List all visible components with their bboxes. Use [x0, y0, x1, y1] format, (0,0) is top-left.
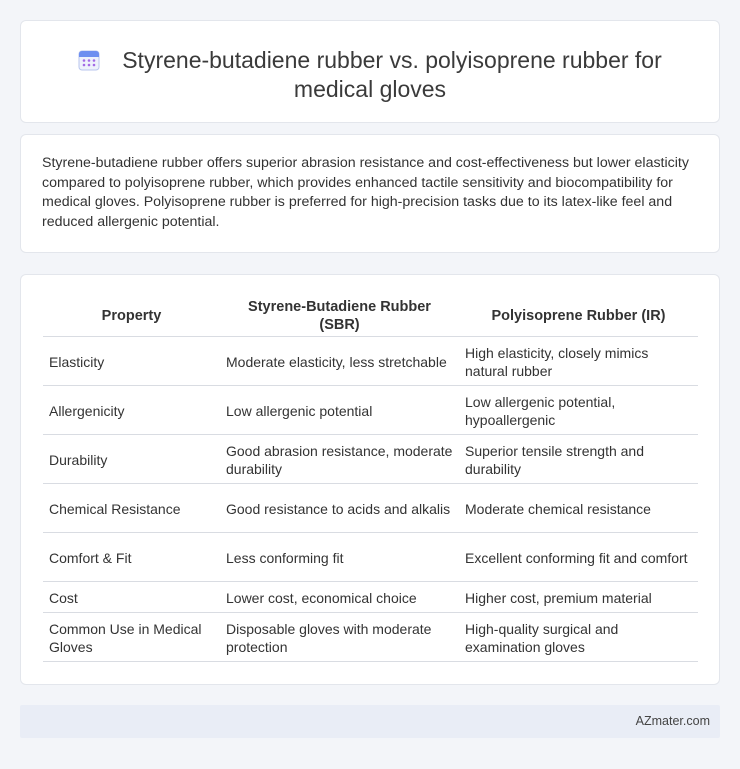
header-ir: Polyisoprene Rubber (IR) — [459, 293, 698, 337]
table-row — [43, 386, 698, 435]
comparison-table — [43, 293, 698, 662]
cell-ir: Excellent conforming fit and comfort — [459, 533, 698, 582]
page-title: Styrene-butadiene rubber vs. polyisoprene rubber for medical gloves — [122, 47, 662, 102]
cell-ir: High-quality surgical and examination gloves — [459, 613, 698, 662]
cell-ir: Higher cost, premium material — [459, 582, 698, 613]
cell-property: Elasticity — [43, 337, 220, 386]
cell-ir: Low allergenic potential, hypoallergenic — [459, 386, 698, 435]
calendar-icon — [78, 49, 100, 71]
cell-sbr: Less conforming fit — [220, 533, 459, 582]
table-row — [43, 435, 698, 484]
table-row — [43, 533, 698, 582]
cell-sbr: Low allergenic potential — [220, 386, 459, 435]
cell-property: Durability — [43, 435, 220, 484]
cell-property: Chemical Resistance — [43, 484, 220, 533]
table-row — [43, 484, 698, 533]
comparison-card — [20, 274, 720, 685]
table-row — [43, 613, 698, 662]
cell-property: Common Use in Medical Gloves — [43, 613, 220, 662]
header-sbr: Styrene-Butadiene Rubber (SBR) — [220, 293, 459, 337]
cell-sbr: Good abrasion resistance, moderate durability — [220, 435, 459, 484]
cell-sbr: Lower cost, economical choice — [220, 582, 459, 613]
cell-sbr: Good resistance to acids and alkalis — [220, 484, 459, 533]
table-header-row — [43, 293, 698, 337]
table-row — [43, 337, 698, 386]
cell-ir: High elasticity, closely mimics natural rubber — [459, 337, 698, 386]
cell-property: Allergenicity — [43, 386, 220, 435]
footer-bar — [20, 705, 720, 738]
table-row — [43, 582, 698, 613]
cell-ir: Moderate chemical resistance — [459, 484, 698, 533]
page-title-wrap — [61, 46, 679, 104]
intro-card — [20, 134, 720, 253]
cell-sbr: Disposable gloves with moderate protection — [220, 613, 459, 662]
cell-ir: Superior tensile strength and durability — [459, 435, 698, 484]
title-card — [20, 20, 720, 123]
cell-property: Cost — [43, 582, 220, 613]
intro-text: Styrene-butadiene rubber offers superior abrasion resistance and cost-effectiveness but lower elasticity compared to polyisoprene rubber, which provides enhanced tactile sensitivity and biocompatibility for medical gloves. Polyisoprene rubber is preferred for high-precision tasks due to its latex-like feel and reduced allergenic potential. — [42, 155, 689, 230]
header-property: Property — [43, 293, 220, 337]
footer-brand[interactable]: AZmater.com — [635, 714, 710, 728]
cell-property: Comfort & Fit — [43, 533, 220, 582]
cell-sbr: Moderate elasticity, less stretchable — [220, 337, 459, 386]
